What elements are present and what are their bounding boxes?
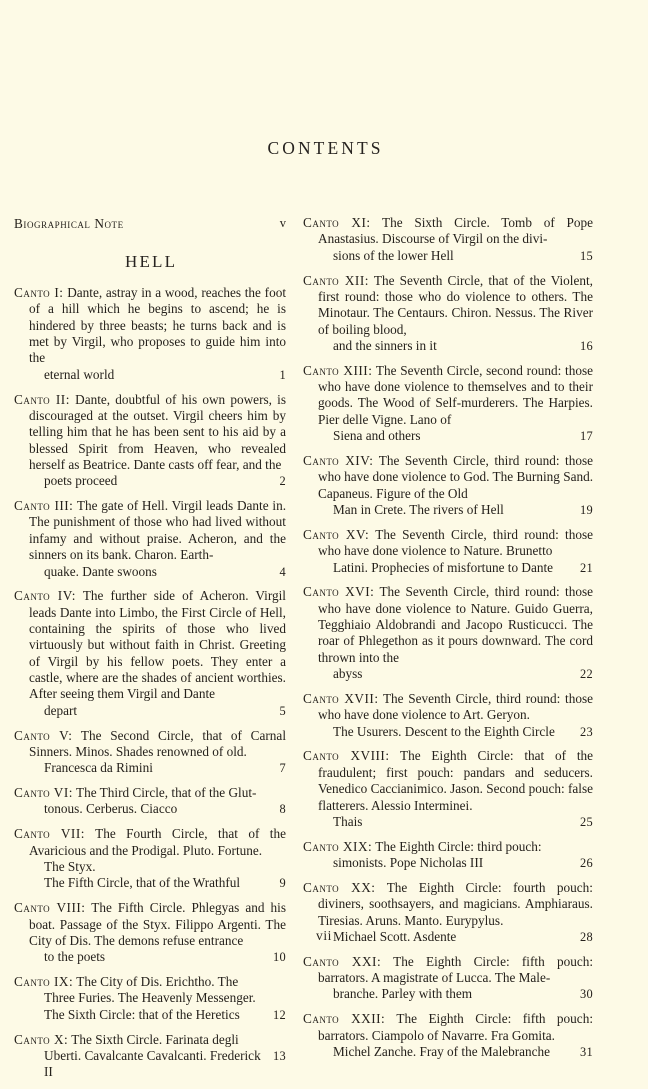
toc-entry-description-end: tonous. Cerberus. Ciacco	[44, 801, 178, 817]
toc-entry-description-end: Siena and others	[333, 428, 421, 444]
toc-entry[interactable]	[303, 954, 593, 1003]
toc-entry-last-line	[44, 875, 286, 891]
toc-entry-page: 31	[580, 1044, 593, 1059]
toc-entry-page: v	[279, 216, 286, 230]
toc-entry-canto-label: Canto I:	[14, 285, 64, 300]
toc-entry-last-line	[333, 248, 593, 264]
toc-entry[interactable]	[303, 363, 593, 445]
toc-entry-description-end: Uberti. Cavalcante Cavalcanti. Frederick II	[44, 1047, 261, 1080]
toc-entry-description-end: quake. Dante swoons	[44, 563, 157, 579]
toc-entry-description-end: poets proceed	[44, 473, 118, 489]
toc-entry-biographical-note[interactable]	[14, 215, 286, 232]
toc-entry-description: The Second Circle, that of Carnal Sinners. Minos. Shades renowned of old.	[29, 727, 286, 759]
toc-entry-canto-label: Canto XIV:	[303, 452, 374, 468]
toc-entry-canto-label: Canto X:	[14, 1031, 69, 1047]
toc-entry-last-line	[333, 855, 593, 871]
toc-entry-description-end: branche. Parley with them	[333, 986, 473, 1002]
toc-entry[interactable]	[14, 285, 286, 383]
toc-entry-canto-label: Canto XX:	[303, 879, 376, 895]
toc-entry-last-line	[333, 560, 593, 576]
toc-entry-page: 16	[580, 338, 593, 353]
toc-entry-page: 21	[580, 560, 593, 575]
toc-entry-description: The Sixth Circle. Farinata degli	[68, 1031, 239, 1047]
toc-entry-last-line	[333, 814, 593, 830]
toc-entry-canto-label: Canto XIII:	[303, 362, 373, 378]
toc-entry[interactable]	[14, 826, 286, 891]
toc-entry[interactable]	[303, 584, 593, 682]
toc-entry[interactable]	[303, 273, 593, 355]
toc-entry-canto-label: Canto III:	[14, 498, 74, 514]
toc-entry[interactable]	[14, 588, 286, 719]
toc-entry-canto-label: Canto IX:	[14, 974, 74, 990]
toc-entry-description: The Seventh Circle, second round: those who have done violence to themselves and to their goods. The Wood of Self-murderers. The Harpies. Pier delle Vigne. Lano of	[318, 362, 593, 427]
page-title: CONTENTS	[267, 138, 384, 158]
toc-entry-description: The Eighth Circle: fourth pouch: diviners, soothsayers, and magicians. Amphiaraus. Tiresias. Aruns. Manto. Eurypylus.	[318, 879, 593, 928]
toc-entry-canto-label: Canto XVIII:	[303, 748, 390, 764]
toc-entry-page: 19	[580, 503, 593, 517]
toc-entry-canto-label: Canto XVII:	[303, 690, 379, 706]
toc-entry-subline: Three Furies. The Heavenly Messenger.	[44, 990, 256, 1006]
toc-entry-last-line	[44, 473, 286, 489]
toc-entry-canto-label: Canto XXII:	[303, 1011, 386, 1027]
toc-entry-last-line	[333, 428, 593, 444]
toc-entry-description-end: Francesca da Rimini	[44, 760, 153, 776]
toc-entry-description-end: and the sinners in it	[333, 337, 437, 353]
toc-entry-page: 30	[580, 987, 593, 1002]
toc-entry[interactable]	[303, 215, 593, 264]
toc-entry-page: 15	[580, 248, 593, 263]
toc-entry-canto-label: Canto VII:	[14, 826, 85, 842]
toc-entry-label: Biographical Note	[14, 216, 124, 231]
toc-entry-description-end: sions of the lower Hell	[333, 247, 454, 263]
toc-entry-last-line	[44, 1048, 286, 1081]
toc-entry-description: Dante, astray in a wood, reaches the foot of a hill which he begins to ascend; he is hindered by three beasts; he turns back and is met by Virgil, who proposes to guide him into the	[29, 285, 286, 366]
toc-entry-last-line	[44, 801, 286, 817]
toc-entry[interactable]	[14, 728, 286, 777]
toc-entry-canto-label: Canto XIX:	[303, 838, 373, 854]
toc-entry-page: 22	[580, 667, 593, 682]
toc-entry-page: 5	[279, 703, 286, 718]
toc-entry-description-end: depart	[44, 702, 78, 718]
toc-entry[interactable]	[303, 453, 593, 518]
toc-entry-last-line	[333, 666, 593, 682]
toc-entry-last-line	[333, 338, 593, 354]
toc-entry-last-line	[44, 1007, 286, 1023]
toc-entry-description-end: The Sixth Circle: that of the Heretics	[44, 1006, 240, 1022]
toc-entry-description-end: Michael Scott. Asdente	[333, 928, 457, 944]
toc-entry-page: 2	[279, 474, 286, 489]
toc-entry-description: The City of Dis. Erichtho. The	[73, 974, 239, 990]
toc-entry-description-end: Latini. Prophecies of misfortune to Dante	[333, 559, 554, 575]
part-title-hell: HELL	[124, 252, 178, 271]
toc-entry-description-end: Thais	[333, 813, 363, 829]
toc-entry-canto-label: Canto VIII:	[14, 900, 86, 916]
toc-entry-canto-label: Canto XXI:	[303, 953, 382, 969]
toc-entry-description: The Eighth Circle: fifth pouch: barrators. A magistrate of Lucca. The Male-	[318, 953, 594, 986]
toc-entry-last-line	[44, 564, 286, 580]
toc-entry-description: The Sixth Circle. Tomb of Pope Anastasius. Discourse of Virgil on the divi-	[318, 215, 593, 247]
toc-entry-description-end: The Fifth Circle, that of the Wrathful	[44, 875, 241, 891]
toc-entry[interactable]	[303, 1011, 593, 1060]
toc-entry-description: The Eighth Circle: fifth pouch: barrators. Ciampolo of Navarre. Fra Gomita.	[318, 1011, 593, 1043]
toc-entry-description: The gate of Hell. Virgil leads Dante in. The punishment of those who had lived without infamy and without praise. Acheron, and the sinners on its bank. Charon. Earth-	[29, 498, 287, 563]
toc-entry-canto-label: Canto XV:	[303, 526, 370, 542]
toc-entry-canto-label: Canto VI:	[14, 785, 73, 801]
toc-entry-canto-label: Canto XI:	[303, 215, 371, 230]
contents-columns	[14, 215, 634, 1080]
toc-entry-page: 1	[279, 367, 286, 382]
toc-entry-last-line	[44, 703, 286, 719]
toc-entry-description-end: eternal world	[44, 366, 115, 382]
toc-entry-description-end: Man in Crete. The rivers of Hell	[333, 502, 504, 517]
toc-entry-description-end: Michel Zanche. Fray of the Malebranche	[333, 1043, 551, 1059]
toc-entry-page: 28	[580, 929, 593, 944]
toc-entry-page: 17	[580, 429, 593, 444]
toc-entry-page: 12	[273, 1007, 286, 1022]
toc-entry[interactable]	[14, 785, 286, 818]
toc-entry-page: 8	[279, 802, 286, 817]
toc-entry-description: The Seventh Circle, third round: those who have done violence to God. The Burning Sand. Capaneus. Figure of the Old	[318, 452, 594, 501]
toc-entry-description-end: The Usurers. Descent to the Eighth Circle	[333, 723, 555, 739]
toc-entry-description: The Third Circle, that of the Glut-	[72, 785, 257, 801]
toc-entry-description: The Fourth Circle, that of the Avaricious and the Prodigal. Pluto. Fortune.	[29, 826, 286, 858]
toc-entry-canto-label: Canto XII:	[303, 272, 369, 288]
toc-entry-last-line	[333, 1044, 593, 1060]
toc-entry[interactable]	[303, 691, 593, 740]
toc-entry-canto-label: Canto XVI:	[303, 584, 375, 600]
toc-entry-page: 25	[580, 814, 593, 829]
toc-entry-description: The Seventh Circle, that of the Violent, first round: those who do violence to others. The Minotaur. The Centaurs. Chiron. Nessus. The River of boiling blood,	[318, 272, 593, 337]
toc-entry-page: 4	[279, 564, 286, 579]
toc-entry-last-line	[333, 724, 593, 740]
toc-entry-page: 13	[273, 1048, 286, 1063]
toc-entry-description: The Fifth Circle. Phlegyas and his boat. Passage of the Styx. Filippo Argenti. The City of Dis. The demons refuse entrance	[29, 900, 286, 948]
toc-entry[interactable]	[303, 839, 593, 872]
toc-entry[interactable]	[14, 392, 286, 490]
toc-entry-last-line	[333, 986, 593, 1002]
toc-entry-description-end: abyss	[333, 666, 363, 682]
toc-entry-canto-label: Canto IV:	[14, 588, 76, 604]
toc-entry-last-line	[333, 502, 593, 518]
toc-entry-page: 10	[273, 950, 286, 965]
toc-entry-last-line	[44, 367, 286, 383]
toc-entry-description: The further side of Acheron. Virgil leads Dante into Limbo, the First Circle of Hell, containing the spirits of those who lived virtuously but without faith in Christ. Greeting of Virgil by his fellow poets. They enter a castle, where are the shades of ancient worthies. After seeing them Virgil and Dante	[29, 588, 286, 702]
toc-entry-description: The Seventh Circle, third round: those who have done violence to Nature. Brunetto	[318, 526, 593, 559]
toc-entry-last-line	[44, 949, 286, 965]
toc-entry-description: Dante, doubtful of his own powers, is discouraged at the outset. Virgil cheers him by telling him that he has been sent to his aid by a blessed Spirit from Heaven, who revealed herself as Beatrice. Dante casts off fear, and the	[29, 391, 286, 472]
toc-entry-canto-label: Canto V:	[14, 727, 73, 743]
toc-entry-canto-label: Canto II:	[14, 391, 70, 407]
toc-entry-last-line	[44, 760, 286, 776]
toc-entry-subline: The Styx.	[44, 859, 96, 874]
toc-entry-description: The Seventh Circle, third round: those who have done violence to Nature. Guido Guerra, Tegghiaio Aldobrandi and Jacopo Rusticucci. The roar of Phlegethon as it pours downward. The cord thrown into the	[318, 584, 594, 665]
toc-entry-page: 7	[279, 761, 286, 776]
toc-entry[interactable]	[303, 748, 593, 830]
toc-entry-description-end: to the poets	[44, 949, 106, 965]
toc-entry[interactable]	[14, 974, 286, 1023]
toc-entry[interactable]	[14, 1032, 286, 1081]
page-folio: vii	[315, 928, 333, 943]
toc-entry-description: The Seventh Circle, third round: those who have done violence to Art. Geryon.	[318, 690, 593, 723]
toc-entry-page: 26	[580, 856, 593, 871]
toc-entry-description-end: simonists. Pope Nicholas III	[333, 855, 484, 871]
toc-entry[interactable]	[303, 527, 593, 576]
toc-entry-description: The Eighth Circle: third pouch:	[372, 838, 542, 854]
toc-entry-description: The Eighth Circle: that of the fraudulent; first pouch: pandars and seducers. Venedico Caccianimico. Jason. Second pouch: false flatterers. Alessio Interminei.	[318, 748, 594, 813]
toc-list-left	[14, 285, 286, 1081]
contents-column-left	[14, 215, 286, 1089]
toc-entry[interactable]	[14, 498, 286, 580]
toc-entry-page: 9	[279, 876, 286, 891]
toc-entry-page: 23	[580, 724, 593, 739]
